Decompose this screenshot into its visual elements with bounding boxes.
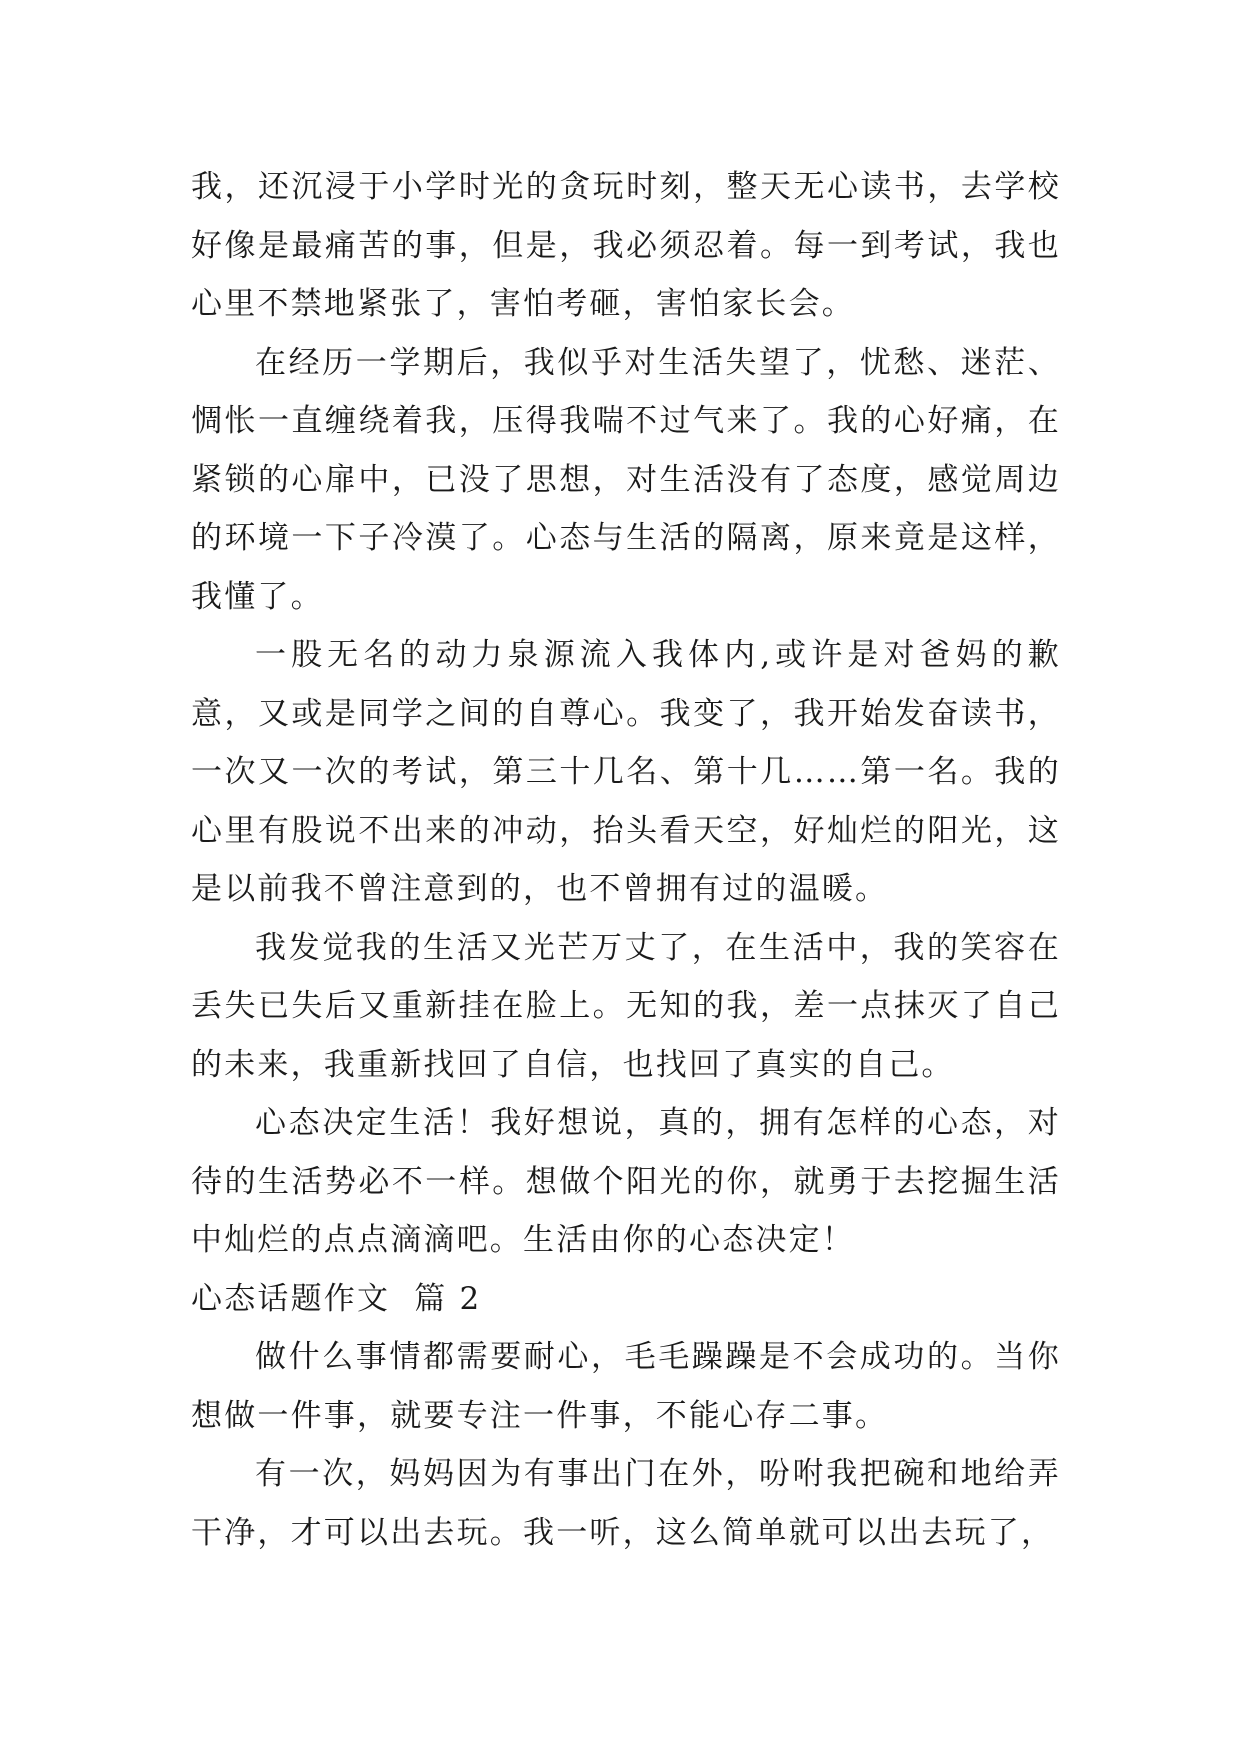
paragraph-4: 我发觉我的生活又光芒万丈了，在生活中，我的笑容在丢失已失后又重新挂在脸上。无知的我，差一点抹灭了自己的未来，我重新找回了自信，也找回了真实的自己。 — [191, 929, 1061, 1083]
paragraph-5: 心态决定生活！我好想说，真的，拥有怎样的心态，对待的生活势必不一样。想做个阳光的你，就勇于去挖掘生活中灿烂的点点滴滴吧。生活由你的心态决定！ — [191, 1105, 1061, 1258]
paragraph-2: 在经历一学期后，我似乎对生活失望了，忧愁、迷茫、惆怅一直缠绕着我，压得我喘不过气来了。我的心好痛，在紧锁的心扉中，已没了思想，对生活没有了态度，感觉周边的环境一下子冷漠了。心态与生活的隔离，原来竟是这样，我懂了。 — [191, 344, 1061, 615]
document-page — [191, 158, 1061, 1562]
section-paragraph-1: 做什么事情都需要耐心，毛毛躁躁是不会成功的。当你想做一件事，就要专注一件事，不能心存二事。 — [191, 1339, 1061, 1434]
section-heading: 心态话题作文 篇 2 — [191, 1280, 482, 1317]
section-paragraph-2: 有一次，妈妈因为有事出门在外，吩咐我把碗和地给弄干净，才可以出去玩。我一听，这么简单就可以出去玩了， — [191, 1456, 1061, 1551]
paragraph-1: 我，还沉浸于小学时光的贪玩时刻，整天无心读书，去学校好像是最痛苦的事，但是，我必须忍着。每一到考试，我也心里不禁地紧张了，害怕考砸，害怕家长会。 — [191, 169, 1061, 322]
paragraph-3: 一股无名的动力泉源流入我体内,或许是对爸妈的歉意，又或是同学之间的自尊心。我变了，我开始发奋读书，一次又一次的考试，第三十几名、第十几……第一名。我的心里有股说不出来的冲动，抬头看天空，好灿烂的阳光，这是以前我不曾注意到的，也不曾拥有过的温暖。 — [191, 637, 1061, 907]
